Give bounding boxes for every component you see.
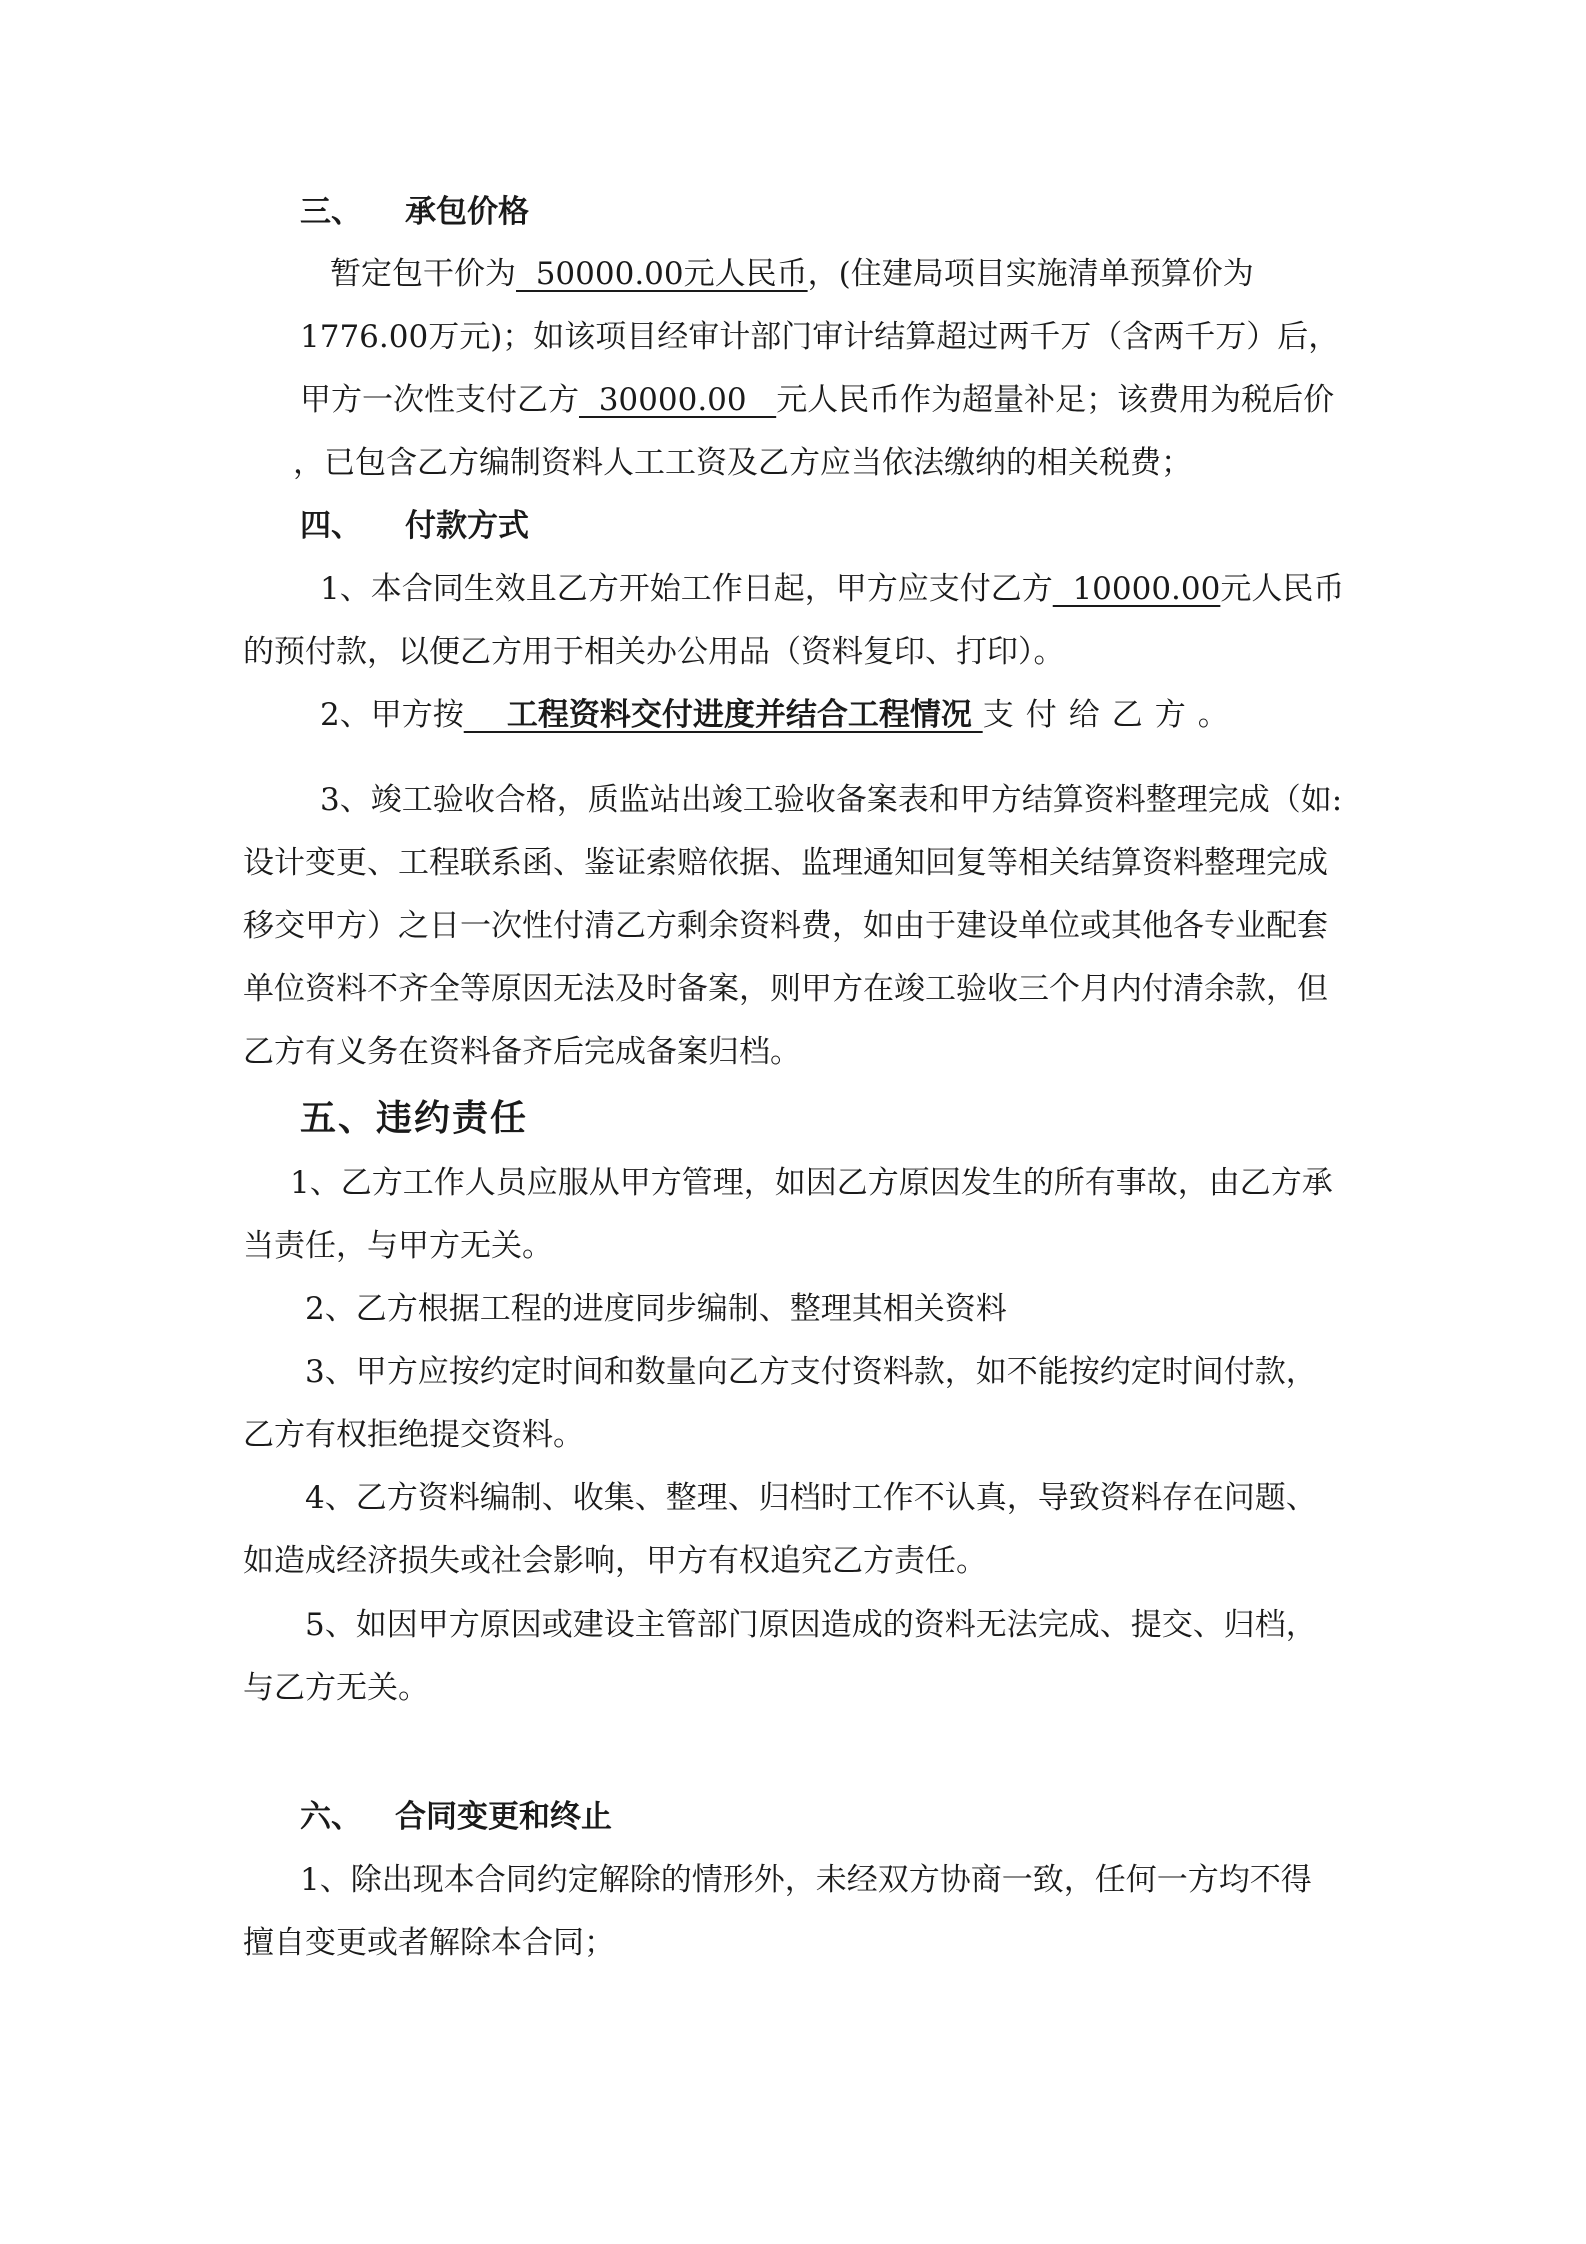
s3-line-3	[300, 380, 1334, 420]
s5-p4-line-1: 4、乙方资料编制、收集、整理、归档时工作不认真，导致资料存在问题、	[305, 1480, 1317, 1516]
section-4-title: 付款方式	[405, 508, 529, 544]
s5-p3-line-1: 3、甲方应按约定时间和数量向乙方支付资料款，如不能按约定时间付款，	[305, 1354, 1317, 1390]
s5-p4-line-2: 如造成经济损失或社会影响，甲方有权追究乙方责任。	[243, 1543, 987, 1579]
s4-p1-amount: 10000.00	[1052, 571, 1221, 607]
s6-p1-line-1: 1、除出现本合同约定解除的情形外，未经双方协商一致，任何一方均不得	[300, 1862, 1312, 1898]
section-3-title: 承包价格	[405, 194, 529, 230]
s3-line-4: ，已包含乙方编制资料人工工资及乙方应当依法缴纳的相关税费；	[293, 445, 1192, 481]
s4-p2	[320, 695, 1241, 735]
s3-line-2: 1776.00万元)；如该项目经审计部门审计结算超过两千万（含两千万）后，	[300, 319, 1340, 355]
section-4-heading	[300, 506, 529, 546]
s3-l3-post: 元人民币作为超量补足；该费用为税后价	[776, 382, 1335, 418]
s5-p5-line-2: 与乙方无关。	[243, 1670, 429, 1706]
s5-p5-line-1: 5、如因甲方原因或建设主管部门原因造成的资料无法完成、提交、归档，	[305, 1607, 1317, 1643]
s4-p3-line-4: 单位资料不齐全等原因无法及时备案，则甲方在竣工验收三个月内付清余款，但	[243, 971, 1328, 1007]
section-3-heading	[300, 192, 529, 232]
s4-p3-line-2: 设计变更、工程联系函、鉴证索赔依据、监理通知回复等相关结算资料整理完成	[243, 845, 1328, 881]
s3-l1-amount: 50000.00元人民币	[516, 256, 808, 292]
s4-p3-line-3: 移交甲方）之日一次性付清乙方剩余资料费，如由于建设单位或其他各专业配套	[243, 908, 1328, 944]
s4-p1-line-2: 的预付款，以便乙方用于相关办公用品（资料复印、打印）。	[243, 634, 1065, 670]
s4-p3-line-5: 乙方有义务在资料备齐后完成备案归档。	[243, 1034, 801, 1070]
s5-p1-line-1: 1、乙方工作人员应服从甲方管理，如因乙方原因发生的所有事故，由乙方承	[290, 1165, 1333, 1201]
s4-p2-post: 支付给乙方。	[982, 697, 1241, 733]
section-5-heading: 五、违约责任	[300, 1097, 529, 1139]
s6-p1-line-2: 擅自变更或者解除本合同；	[243, 1925, 615, 1961]
s4-p1-pre: 1、本合同生效且乙方开始工作日起，甲方应支付乙方	[320, 571, 1053, 607]
section-6-heading	[300, 1797, 612, 1837]
section-3-number: 三、	[300, 194, 362, 230]
s4-p3-line-1: 3、竣工验收合格，质监站出竣工验收备案表和甲方结算资料整理完成（如:	[320, 782, 1343, 818]
s5-p1-line-2: 当责任，与甲方无关。	[243, 1228, 553, 1264]
section-6-number: 六、	[300, 1799, 362, 1835]
s4-p1-post: 元人民币	[1220, 571, 1345, 607]
s4-p2-pre: 2、甲方按	[320, 697, 464, 733]
s4-p1-line-1	[320, 569, 1344, 609]
section-4-number: 四、	[300, 508, 362, 544]
s5-p3-line-2: 乙方有权拒绝提交资料。	[243, 1417, 584, 1453]
s3-l1-post: ，(住建局项目实施清单预算价为	[807, 256, 1254, 292]
s4-p2-underlined: 工程资料交付进度并结合工程情况	[463, 697, 983, 733]
section-6-title: 合同变更和终止	[395, 1799, 612, 1835]
s3-l3-amount: 30000.00	[579, 382, 777, 418]
s3-l3-pre: 甲方一次性支付乙方	[300, 382, 579, 418]
s5-p2: 2、乙方根据工程的进度同步编制、整理其相关资料	[305, 1291, 1007, 1327]
s3-l1-pre: 暂定包干价为	[330, 256, 516, 292]
s3-line-1	[330, 254, 1254, 294]
